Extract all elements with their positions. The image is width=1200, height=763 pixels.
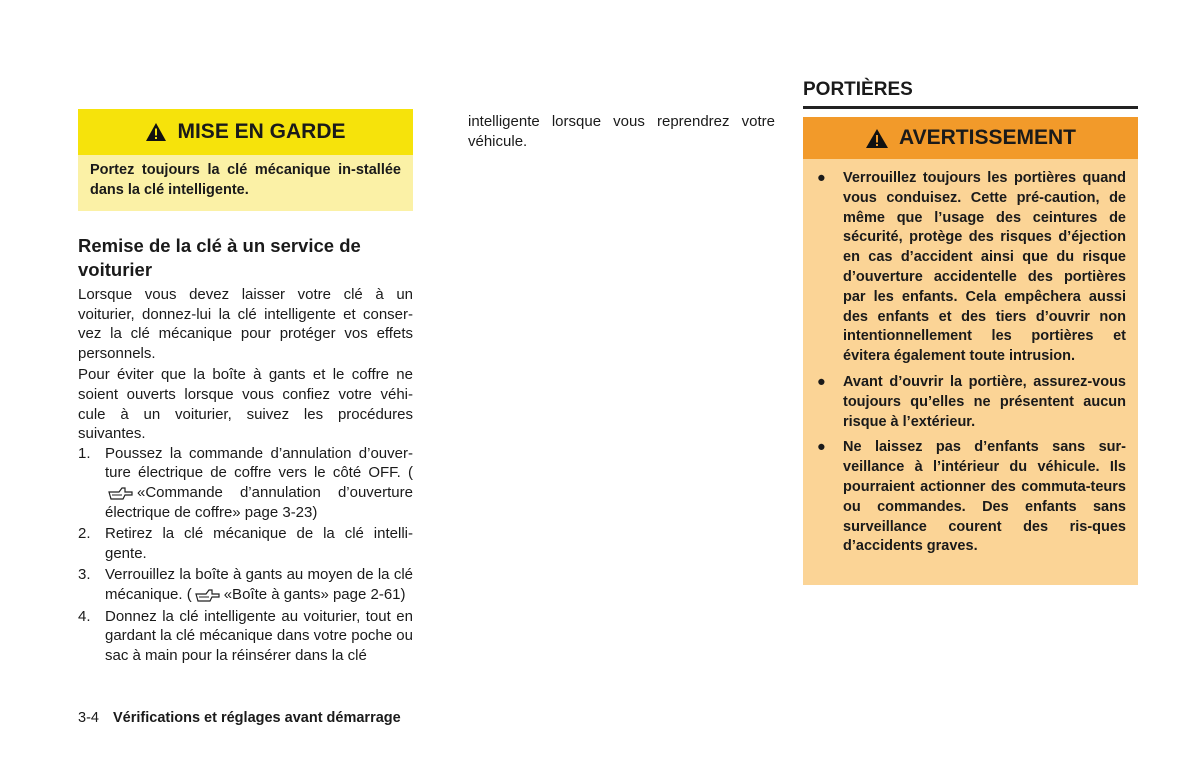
warning-header [803,117,1138,159]
warning-title: AVERTISSEMENT [899,126,1076,149]
valet-paragraph-1: Lorsque vous devez laisser votre clé à un voiturier, donnez-lui la clé intelligente et conser-vez la clé mécanique pour protéger vos effets personnels. [78,286,413,362]
page-reference-icon[interactable] [108,486,134,500]
valet-paragraph-2: Pour éviter que la boîte à gants et le coffre ne soient ouverts lorsque vous confiez votre véhi-cule à un voiturier, suivez les procédures suivantes. [78,366,413,443]
valet-step-4 [78,607,413,666]
step-reference-text: «Boîte à gants» page 2-61) [223,585,406,603]
step-text: Retirez la clé mécanique de la clé intelli-gente. [105,525,413,562]
step-number: 1. [78,444,91,462]
warning-item-text: Avant d’ouvrir la portière, assurez-vous toujours qu’elles ne présentent aucun risque à l’extérieur. [843,373,1126,430]
caution-title: MISE EN GARDE [177,120,346,143]
page-footer [78,710,401,726]
caution-header [78,109,413,155]
portieres-heading: PORTIÈRES [803,78,1138,109]
page-reference-icon[interactable] [195,588,221,602]
step-text: Verrouillez la boîte à gants au moyen de la clé mécanique. ( [105,566,413,603]
continuation-text: intelligente lorsque vous reprendrez votre véhicule. [468,113,775,150]
warning-box [803,117,1138,585]
valet-step-1 [78,444,413,522]
valet-heading: Remise de la clé à un service de voiturier [78,235,361,280]
caution-text: Portez toujours la clé mécanique in-stallée dans la clé intelligente. [78,155,413,211]
warning-item [817,169,1126,367]
step-text: Poussez la commande d’annulation d’ouver-ture électrique de coffre vers le côté OFF. ( [105,444,413,482]
step-number: 4. [78,607,91,625]
warning-list [803,159,1138,557]
bullet: ● [817,373,826,390]
warning-triangle-icon [865,128,889,149]
step-number: 3. [78,566,91,584]
chapter-title: Vérifications et réglages avant démarrage [113,710,401,726]
middle-column [468,112,775,151]
bullet: ● [817,170,826,186]
valet-step-3 [78,565,413,604]
warning-item-text: Verrouillez toujours les portières quand vous conduisez. Cette pré-caution, de même que l’usage des ceintures de sécurité, protège des risques d’éjection en cas d’accident ainsi que du risque d’ouverture accidentelle des portières par les enfants. Cela empêchera aussi des enfants et des tiers d’ouvrir non intentionnellement les portières et évitera également toute intrusion. [843,170,1126,365]
warning-item-text: Ne laissez pas d’enfants sans sur-veillance à l’intérieur du véhicule. Ils pourraient actionner des commuta-teurs ou commandes. Des enfants sans surveillance courent des ris-ques d’accidents graves. [843,439,1126,555]
warning-item [817,373,1126,432]
valet-body [78,285,413,667]
step-number: 2. [78,525,91,543]
bullet: ● [817,439,826,456]
warning-item [817,438,1126,557]
page-number: 3-4 [78,710,99,726]
step-reference-text: «Commande d’annulation d’ouverture électrique de coffre» page 3-23) [105,483,413,521]
step-text: Donnez la clé intelligente au voiturier, tout en gardant la clé mécanique dans votre poche ou sac à main pour la réinsérer dans la clé [105,607,413,664]
valet-step-2 [78,524,413,563]
warning-triangle-icon [145,122,167,142]
valet-steps-list [78,444,413,666]
caution-box [78,109,413,211]
